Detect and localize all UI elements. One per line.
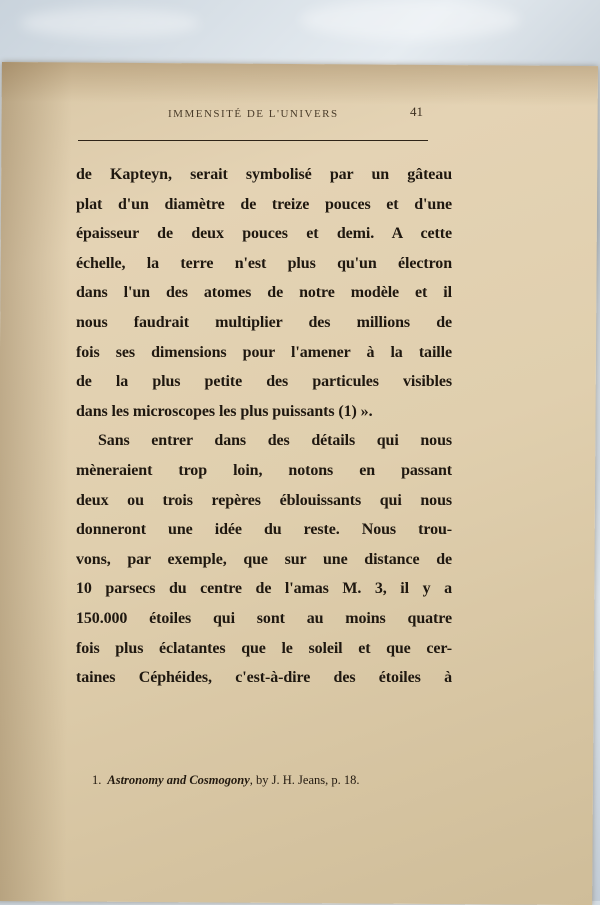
text-line: donneront une idée du reste. Nous trou- — [76, 521, 452, 539]
text-line: fois ses dimensions pour l'amener à la taille — [76, 343, 452, 361]
text-line: Sans entrer dans des détails qui nous — [98, 432, 452, 450]
header-rule — [78, 140, 428, 141]
body-text — [76, 160, 452, 693]
text-line: nous faudrait multiplier des millions de — [76, 313, 452, 331]
text-line: 150.000 étoiles qui sont au moins quatre — [76, 609, 452, 627]
footnote-title: Astronomy and Cosmogony — [107, 773, 250, 787]
text-line: de la plus petite des particules visibles — [76, 373, 452, 391]
cloth-fold — [20, 8, 200, 38]
text-line: plat d'un diamètre de treize pouces et d'une — [76, 195, 452, 213]
running-head: IMMENSITÉ DE L'UNIVERS — [168, 108, 339, 120]
text-line: fois plus éclatantes que le soleil et que cer- — [76, 639, 452, 657]
cloth-fold — [300, 0, 520, 40]
text-line: mèneraient trop loin, notons en passant — [76, 461, 452, 479]
page-number: 41 — [410, 104, 423, 119]
text-line: de Kapteyn, serait symbolisé par un gâteau — [76, 166, 452, 183]
text-line: épaisseur de deux pouces et demi. A cette — [76, 225, 452, 243]
footnote — [92, 773, 462, 788]
text-line: échelle, la terre n'est plus qu'un électron — [76, 254, 452, 272]
text-line: dans l'un des atomes de notre modèle et il — [76, 284, 452, 302]
text-line: 10 parsecs du centre de l'amas M. 3, il y a — [76, 580, 452, 598]
text-line: deux ou trois repères éblouissants qui nous — [76, 491, 452, 509]
text-line: vons, par exemple, que sur une distance de — [76, 550, 452, 568]
footnote-number: 1. — [92, 773, 102, 787]
footnote-citation: , by J. H. Jeans, p. 18. — [249, 773, 360, 787]
text-line: taines Céphéides, c'est-à-dire des étoiles à — [76, 669, 452, 687]
text-line: dans les microscopes les plus puissants (1) ». — [76, 402, 373, 420]
